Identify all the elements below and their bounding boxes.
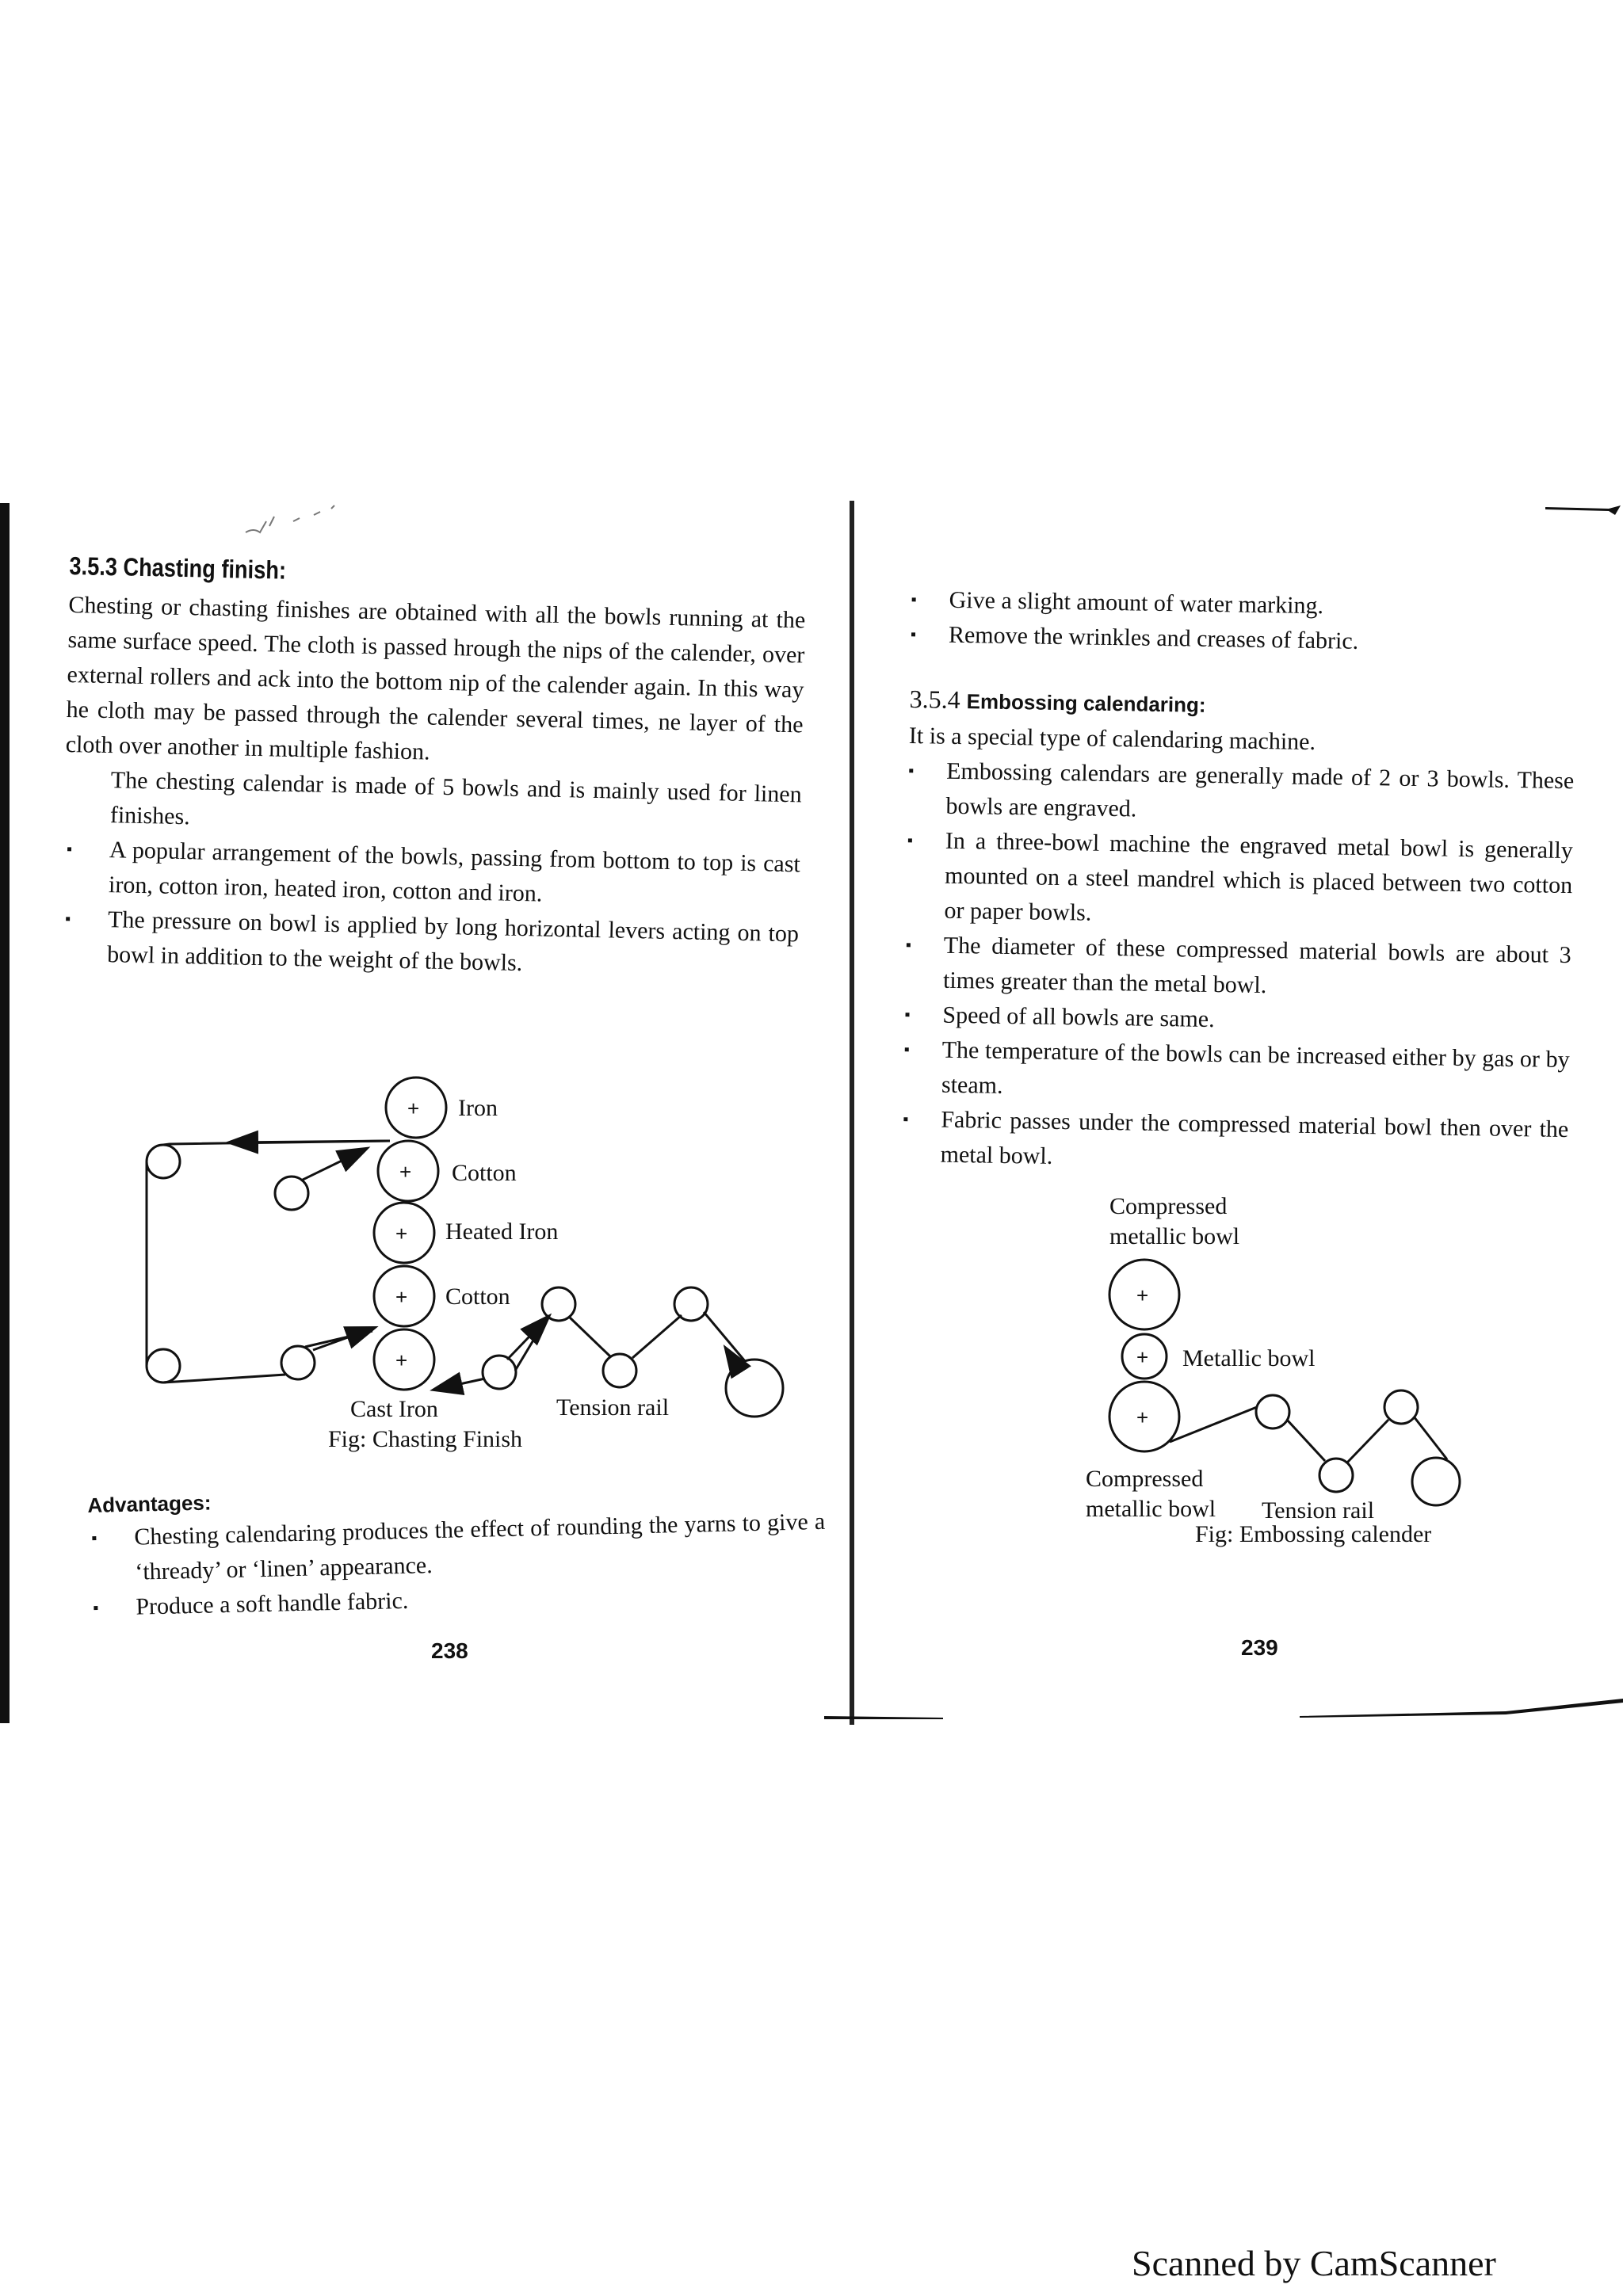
- list-item: [906, 823, 1573, 938]
- bowl-plus: +: [1136, 1283, 1149, 1307]
- bullet-icon: ▪: [903, 1110, 909, 1129]
- bowl-plus: +: [399, 1160, 412, 1184]
- fabric-arrow-inner: [301, 1149, 366, 1180]
- roller-bottom-left: [147, 1349, 180, 1383]
- fabric-path: [147, 1141, 390, 1383]
- fabric-arrow-rail-in: [434, 1379, 485, 1390]
- bullet-text: In a three-bowl machine the engraved metal bowl is generally mounted on a steel mandrel which is placed between two cotton or paper bowls.: [944, 827, 1574, 926]
- spine-foot-stroke: [824, 1708, 943, 1719]
- bullet-text: Chesting calendaring produces the effect of rounding the yarns to give a ‘thready’ or ‘linen’ appearance.: [134, 1508, 826, 1585]
- bullet-icon: ▪: [64, 910, 71, 929]
- label-heated-iron: Heated Iron: [445, 1219, 559, 1245]
- fabric-arrow-rail-1: [507, 1317, 548, 1360]
- bullet-icon: ▪: [903, 1040, 910, 1059]
- label-bottom-compressed-2: metallic bowl: [1086, 1496, 1216, 1522]
- label-top-compressed-2: metallic bowl: [1109, 1223, 1240, 1249]
- figure-caption-embossing: Fig: Embossing calender: [1195, 1521, 1432, 1547]
- section-heading-353: 3.5.3 Chasting finish:: [69, 551, 287, 585]
- bullet-text: Give a slight amount of water marking.: [949, 586, 1324, 620]
- fabric-path-embossing: [1170, 1407, 1447, 1463]
- label-iron: Iron: [458, 1095, 498, 1121]
- bullet-text: Embossing calendars are generally made of 2 or 3 bowls. These bowls are engraved.: [945, 757, 1575, 822]
- label-tension-rail-emb: Tension rail: [1262, 1497, 1375, 1524]
- bullet-text: The diameter of these compressed material bowls are about 3 times greater than the metal bowl.: [942, 932, 1571, 999]
- fabric-arrow-top: [230, 1141, 390, 1142]
- roller-rail-3: [603, 1354, 636, 1387]
- roller-emb-3: [1384, 1390, 1418, 1424]
- roller-inner: [275, 1177, 308, 1210]
- pencil-scribble: [238, 498, 349, 537]
- figure-caption-chasting: Fig: Chasting Finish: [328, 1426, 523, 1452]
- heading-number: 3.5.4: [909, 684, 960, 714]
- roller-bottom-mid: [281, 1346, 315, 1379]
- list-item: [902, 1102, 1568, 1182]
- label-tension-rail: Tension rail: [556, 1394, 670, 1421]
- label-bottom-compressed-1: Compressed: [1086, 1466, 1204, 1492]
- bullet-text: The temperature of the bowls can be increased either by gas or by steam.: [941, 1036, 1570, 1099]
- bullet-icon: ▪: [93, 1599, 99, 1617]
- roller-emb-2: [1319, 1459, 1353, 1492]
- list-item: [903, 1032, 1570, 1112]
- bullet-icon: ▪: [911, 590, 917, 609]
- roller-emb-out: [1412, 1458, 1460, 1505]
- bullet-icon: ▪: [907, 831, 914, 850]
- label-metallic-bowl: Metallic bowl: [1182, 1345, 1316, 1371]
- heading-text: Embossing calendaring:: [966, 689, 1206, 717]
- advantages-heading: Advantages:: [87, 1490, 212, 1517]
- chesting-calendar-para: The chesting calendar is made of 5 bowls and is mainly used for linen finishes.: [109, 767, 802, 830]
- bowl-plus: +: [395, 1285, 408, 1309]
- bullet-text: Remove the wrinkles and creases of fabric.: [948, 621, 1359, 654]
- roller-rail-1: [483, 1356, 516, 1389]
- label-cotton-bottom: Cotton: [445, 1283, 510, 1310]
- camscanner-watermark: Scanned by CamScanner: [1132, 2243, 1496, 2283]
- bullet-icon: ▪: [905, 936, 912, 955]
- book-spine: [850, 501, 854, 1725]
- bullet-text: The pressure on bowl is applied by long horizontal levers acting on top bowl in addition to the weight of the bowls.: [106, 906, 800, 977]
- embossing-calender-diagram: [1078, 1188, 1522, 1569]
- fabric-arrow-bottom: [313, 1328, 374, 1350]
- label-cast-iron: Cast Iron: [350, 1396, 438, 1422]
- label-cotton-top: Cotton: [452, 1160, 517, 1186]
- bullet-text: Speed of all bowls are same.: [942, 1001, 1215, 1033]
- list-item: [905, 928, 1571, 1008]
- roller-emb-1: [1256, 1395, 1289, 1428]
- bullet-text: A popular arrangement of the bowls, passing from bottom to top is cast iron, cotton iron, heated iron, cotton and iron.: [108, 837, 801, 907]
- bullet-text: Produce a soft handle fabric.: [136, 1587, 409, 1620]
- bowl-plus: +: [1136, 1405, 1149, 1429]
- bullet-icon: ▪: [66, 841, 73, 859]
- bullet-icon: ▪: [910, 625, 917, 644]
- tension-rail-path: [515, 1312, 745, 1371]
- bullet-icon: ▪: [91, 1529, 97, 1547]
- left-page-edge: [0, 503, 10, 1723]
- bullet-text: Fabric passes under the compressed material bowl then over the metal bowl.: [940, 1106, 1569, 1169]
- advantages-section: [87, 1473, 827, 1626]
- embossing-intro: It is a special type of calendaring machine.: [908, 722, 1316, 756]
- bowl-plus: +: [395, 1222, 408, 1245]
- chasting-intro: Chesting or chasting finishes are obtained with all the bowls running at the same surface speed. The cloth is passed hrough the nips of the calender, over external rollers and ack into the bottom nip of the calender again. In this way he cloth may be passed through the calender several times, ne layer of the cloth over another in multiple fashion.: [65, 591, 806, 765]
- roller-top-left: [147, 1145, 180, 1178]
- list-item: [907, 753, 1574, 833]
- top-right-stroke: [1545, 504, 1621, 520]
- roller-feed: [726, 1360, 783, 1417]
- bowl-plus: +: [1136, 1345, 1149, 1369]
- list-item: [61, 902, 800, 986]
- chasting-finish-diagram: [135, 1062, 816, 1474]
- label-top-compressed-1: Compressed: [1109, 1193, 1228, 1219]
- right-page: [902, 582, 1577, 1182]
- page-number-right: 239: [1241, 1635, 1278, 1660]
- left-page: [61, 547, 807, 986]
- page-number-left: 238: [431, 1638, 468, 1663]
- bullet-icon: ▪: [908, 761, 915, 780]
- bottom-right-stroke: [1300, 1695, 1623, 1719]
- bowl-plus: +: [395, 1348, 408, 1372]
- bullet-icon: ▪: [904, 1005, 911, 1024]
- bowl-plus: +: [407, 1097, 420, 1120]
